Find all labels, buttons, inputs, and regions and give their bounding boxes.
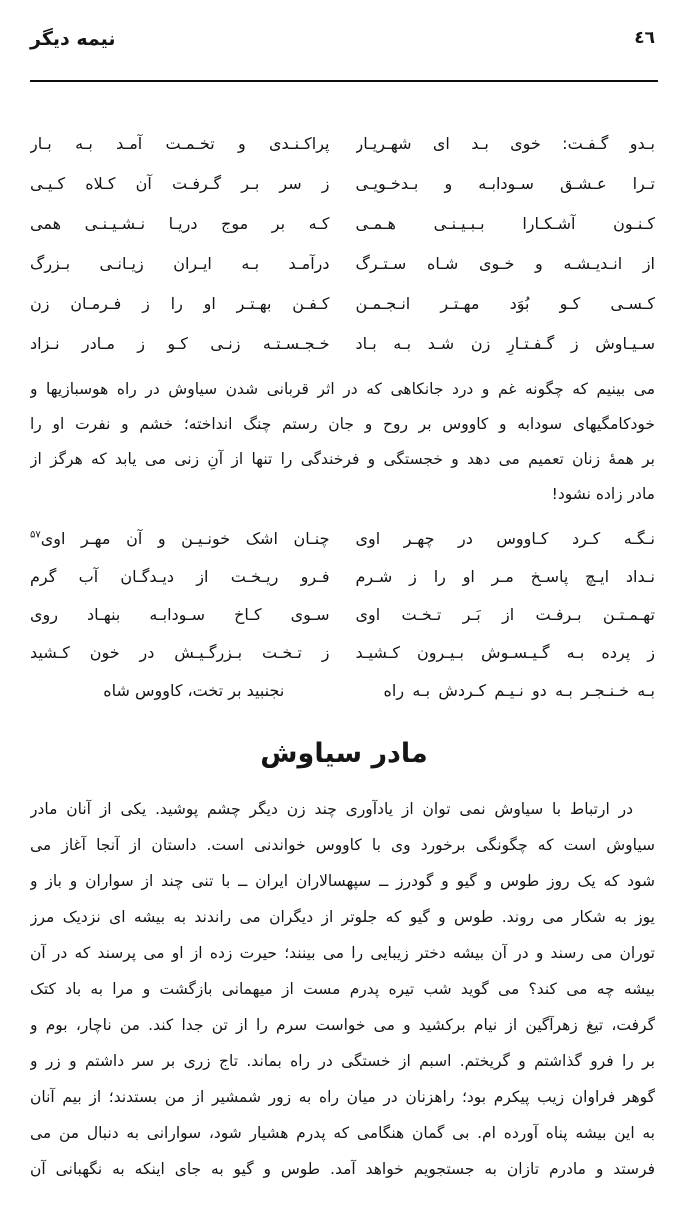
hemistich-right: از انـدیـشـه و خـوی شـاه سـتـرگ bbox=[355, 254, 655, 273]
prose-line: بر را فرو گذاشتم و گریختم. اسبم از خستگی در راه بماند. تاج زری بر سر داشتم و زر و bbox=[30, 1052, 655, 1070]
running-title: نیمه دیگر bbox=[30, 28, 116, 50]
hemistich-right: ز پرده بـه گـیـسـوش بـیـرون کـشیـد bbox=[355, 643, 655, 662]
poem-block-1 bbox=[0, 124, 688, 364]
prose-line: توران می رسند و در آن بیشه دختر زیبایی را می بینند؛ حیرت زده از او می پرسند که در آن bbox=[30, 944, 655, 962]
header-rule bbox=[30, 80, 658, 82]
hemistich-left: فـرو ریـخـت از دیـدگـان آب گرم bbox=[30, 567, 330, 586]
prose-line: گوهر فراوان زیب پیکرم بود؛ راهزنان در میان راه به زور شمشیر از من بستدند؛ از بیم آنان bbox=[30, 1088, 655, 1106]
hemistich-left: کـه بر موج دریـا نـشـیـنـی همی bbox=[30, 214, 330, 233]
hemistich-right: تـرا عـشـق سـودابـه و بـدخـویـی bbox=[355, 174, 655, 193]
hemistich-left: ز تـخـت بـزرگـیـش در خون کـشید bbox=[30, 643, 330, 662]
hemistich-right: بـدو گـفـت: خوی بـد ای شهـریـار bbox=[355, 134, 655, 153]
prose-line: بیشه چه می کند؟ می گوید شب تیره پدرم مست از میهمانی بازگشت و مرا به باد کتک bbox=[30, 980, 655, 998]
hemistich-right: کـسـی کـو بُوَد مهـتـر انـجـمـن bbox=[355, 294, 655, 313]
hemistich-right: تهـمـتـن بـرفـت از بَـر تـخـت اوی bbox=[355, 605, 655, 624]
verse-row bbox=[30, 244, 655, 284]
prose-line: مادر زاده نشود! bbox=[551, 485, 655, 503]
paragraph-2 bbox=[0, 791, 688, 1187]
prose-line: فرستد و مادرم تازان به جستجویم خواهد آمد. طوس و گیو به جای اینکه به نگهبانی آن bbox=[30, 1160, 655, 1178]
verse-row bbox=[30, 672, 655, 710]
hemistich-right: نـداد ایـچ پاسـخ مـر او را ز شـرم bbox=[355, 567, 655, 586]
prose-line: به این بیشه پناه آورده ام. بی گمان هنگامی که پدرم هشیار شود، سوارانی به دنبال من می bbox=[30, 1124, 655, 1142]
hemistich-left: ز سر بـر گـرفـت آن کـلاه کـیـی bbox=[30, 174, 330, 193]
verse-row bbox=[30, 284, 655, 324]
hemistich-left: پراکـنـدی و تخـمـت آمـد بـه بـار bbox=[30, 134, 330, 153]
prose-line: گرفت، تیغ زهرآگین از نیام برکشید و می خواست سرم را از تن جدا کند. من ناچار، بوم و bbox=[30, 1016, 655, 1034]
hemistich-left: نجنبید بر تخت، کاووس شاه bbox=[103, 681, 285, 700]
page-header bbox=[0, 0, 688, 50]
prose-line: یوز به شکار می روند. طوس و گیو که جلوتر از دیگران می راندند به بیشه ای نزدیک مرز bbox=[30, 908, 655, 926]
paragraph-1 bbox=[0, 372, 688, 512]
footnote-marker: ۵۷ bbox=[30, 529, 41, 541]
prose-line: می بینیم که چگونه غم و درد جانکاهی که در اثر قربانی شدن سیاوش در راه هوسبازیها و bbox=[30, 380, 655, 398]
verse-row bbox=[30, 204, 655, 244]
prose-line: خودکامگیهای سودابه و کاووس بر روح و جان رستم چنگ انداخته؛ خشم و نفرت او را bbox=[30, 415, 655, 433]
hemistich-text: چنـان اشک خونـیـن و آن مهـر اوی bbox=[40, 529, 330, 548]
hemistich-right: بـه خـنـجـر بـه دو نـیـم کـردش بـه راه bbox=[383, 681, 655, 700]
section-heading: مادر سیاوش bbox=[260, 738, 428, 769]
hemistich-left: درآمـد بـه ایـران زیـانـی بـزرگ bbox=[30, 254, 330, 273]
poem-block-2 bbox=[0, 520, 688, 710]
verse-row bbox=[30, 520, 655, 558]
hemistich-left: خـجـسـتـه زنـی کـو ز مـادر نـزاد bbox=[30, 334, 330, 353]
verse-row bbox=[30, 596, 655, 634]
hemistich-right: کـنـون آشـکـارا بـبـیـنـی هـمـی bbox=[355, 214, 655, 233]
verse-row bbox=[30, 634, 655, 672]
prose-line: در ارتباط با سیاوش نمی توان از یادآوری چند زن دیگر چشم پوشید. یکی از آنان مادر bbox=[30, 800, 633, 818]
verse-row bbox=[30, 558, 655, 596]
page-number: ٤٦ bbox=[634, 28, 655, 48]
verse-row bbox=[30, 124, 655, 164]
hemistich-right: نـگـه کـرد کـاووس در چهـر اوی bbox=[355, 529, 655, 548]
hemistich-left: کـفـن بهـتـر او را ز فـرمـان زن bbox=[30, 294, 330, 313]
hemistich-right: سـیـاوش ز گـفـتـارِ زن شـد بـه بـاد bbox=[355, 334, 655, 353]
prose-line: سیاوش است که چگونگی برخورد وی با کاووس خواندنی است. داستان از آنجا آغاز می bbox=[30, 836, 655, 854]
hemistich-left: سـوی کـاخ سـودابـه بنهـاد روی bbox=[30, 605, 330, 624]
verse-row bbox=[30, 324, 655, 364]
hemistich-left bbox=[30, 520, 330, 558]
prose-line: شود که یک روز طوس و گیو و گودرز ــ سپهسالاران ایران ــ با تنی چند از سواران و باز و bbox=[30, 872, 655, 890]
prose-line: بر همهٔ زنان تعمیم می دهد و خجستگی و فرخندگی را تنها از آنِ زنی می یابد که هرگز از bbox=[30, 450, 655, 468]
verse-row bbox=[30, 164, 655, 204]
